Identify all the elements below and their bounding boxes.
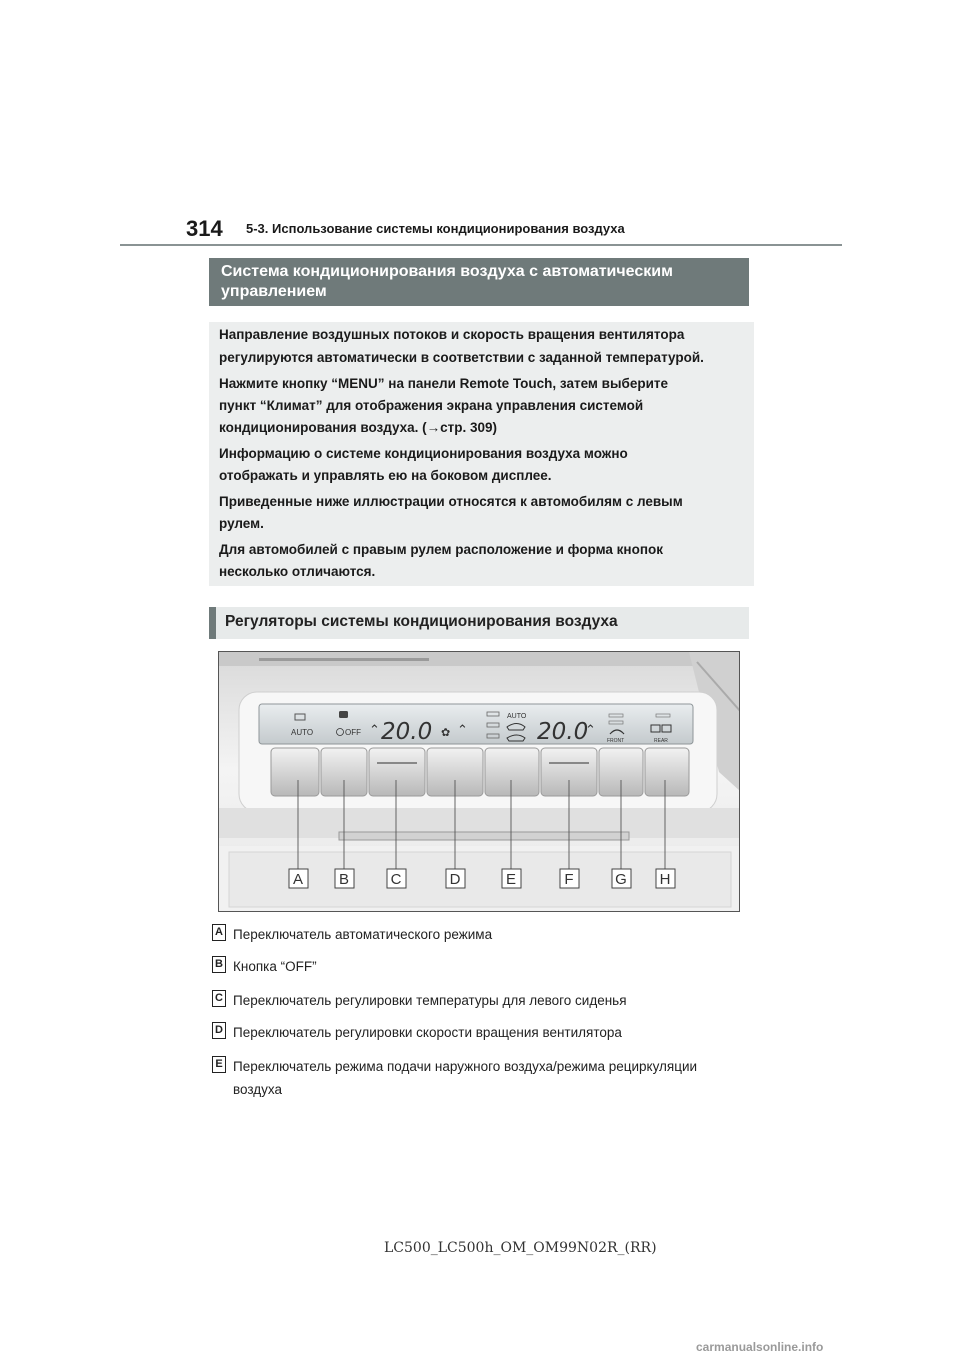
- climate-panel-illustration: [219, 652, 740, 912]
- info-line: Нажмите кнопку “MENU” на панели Remote Touch, затем выберите: [219, 376, 668, 391]
- main-heading: [209, 258, 749, 306]
- callout-e: E: [505, 871, 517, 888]
- watermark[interactable]: carmanualsonline.info: [696, 1340, 824, 1354]
- legend-continuation: воздуха: [233, 1082, 283, 1097]
- display-right-temp: 20.0: [537, 719, 589, 745]
- legend-text: Переключатель автоматического режима: [233, 927, 493, 942]
- display-off-label: OFF: [345, 728, 361, 737]
- main-heading-line-1: Система кондиционирования воздуха с автоматическим: [221, 263, 673, 280]
- info-line: Направление воздушных потоков и скорость вращения вентилятора: [219, 327, 685, 342]
- callout-g: G: [615, 871, 627, 888]
- legend-text: Переключатель регулировки скорости вращения вентилятора: [233, 1025, 622, 1040]
- lock-icon: [339, 711, 348, 718]
- display-auto-small: AUTO: [507, 713, 527, 720]
- legend-text: Переключатель регулировки температуры для левого сиденья: [233, 993, 627, 1008]
- climate-panel-figure: [218, 651, 740, 912]
- legend-text: Переключатель режима подачи наружного воздуха/режима рециркуляции: [233, 1059, 698, 1074]
- legend-badge: E: [212, 1056, 226, 1073]
- info-line: рулем.: [219, 516, 264, 531]
- info-box: [209, 322, 754, 586]
- info-line: несколько отличаются.: [219, 564, 376, 579]
- right-temp-arrows: ⌃: [585, 723, 596, 738]
- callout-b: B: [338, 871, 350, 888]
- page-number: 314: [186, 216, 223, 241]
- legend-badge: B: [212, 956, 226, 973]
- callout-d: D: [449, 871, 461, 888]
- callout-a: A: [292, 871, 304, 888]
- display-front-label: FRONT: [607, 738, 625, 744]
- callout-f: F: [564, 871, 574, 888]
- controls-subheading: Регуляторы системы кондиционирования воздуха: [209, 607, 749, 639]
- info-line: Приведенные ниже иллюстрации относятся к автомобилям с левым: [219, 494, 683, 509]
- button-a[interactable]: [271, 748, 319, 796]
- callout-c: C: [390, 871, 402, 888]
- fan-icon: ✿: [441, 726, 451, 739]
- info-line: Информацию о системе кондиционирования воздуха можно: [219, 446, 628, 461]
- footer-code: LC500_LC500h_OM_OM99N02R_(RR): [384, 1240, 657, 1256]
- display-auto-label: AUTO: [291, 728, 314, 737]
- button-e[interactable]: [485, 748, 539, 796]
- info-line: регулируются автоматически в соответствии с заданной температурой.: [219, 350, 704, 365]
- button-c[interactable]: [369, 748, 425, 796]
- legend-badge: C: [212, 990, 226, 1007]
- fan-arrows: ⌃: [457, 723, 468, 738]
- legend-text: Кнопка “OFF”: [233, 959, 317, 974]
- button-h[interactable]: [645, 748, 689, 796]
- main-heading-line-2: управлением: [221, 283, 327, 300]
- info-line: Для автомобилей с правым рулем расположение и форма кнопок: [219, 542, 663, 557]
- callout-h: H: [659, 871, 671, 888]
- section-title: 5-3. Использование системы кондиционирования воздуха: [246, 221, 625, 236]
- info-line: отображать и управлять ею на боковом дисплее.: [219, 468, 552, 483]
- header-rule: [120, 244, 842, 246]
- legend-badge: D: [212, 1022, 226, 1039]
- info-line: кондиционирования воздуха. (→стр. 309): [219, 420, 498, 435]
- display-rear-label: REAR: [654, 738, 668, 744]
- left-temp-arrows: ⌃: [369, 723, 380, 738]
- info-line: пункт “Климат” для отображения экрана управления системой: [219, 398, 644, 413]
- display-left-temp: 20.0: [381, 719, 433, 745]
- legend-badge: A: [212, 924, 226, 941]
